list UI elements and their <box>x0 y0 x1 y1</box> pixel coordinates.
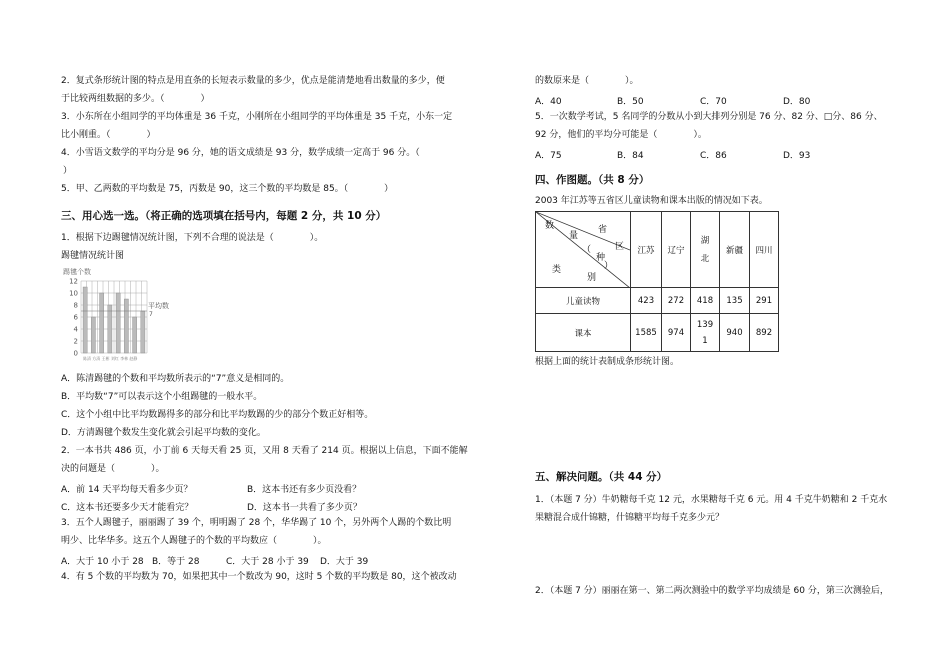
cell-r2-jiangsu: 1585 <box>631 314 662 352</box>
cell-r1-jiangsu: 423 <box>631 288 662 314</box>
table-corner-cell <box>536 212 631 288</box>
y-tick-label: 6 <box>73 313 78 322</box>
header-liaoning: 辽宁 <box>662 212 691 288</box>
choice-2-option-a: A．前 14 天平均每天看多少页？ <box>61 485 193 495</box>
y-tick-label: 8 <box>73 301 78 310</box>
cell-r2-hubei-1: 139 <box>696 319 714 330</box>
cell-r2-xinjiang: 940 <box>720 314 750 352</box>
table-intro: 2003 年江苏等五省区儿童读物和课本出版的情况如下表。 <box>535 196 768 206</box>
judge-4-line1: 4．小雪语文数学的平均分是 96 分，她的语文成绩是 93 分，数学成绩一定高于 96 分。（ <box>61 148 420 158</box>
choice-1-option-a: A．陈清踢毽的个数和平均数所表示的“7”意义是相同的。 <box>61 374 290 384</box>
row-childrens-books-label: 儿童读物 <box>536 288 631 314</box>
problem-1-line2: 果糖混合成什锦糖，什锦糖平均每千克多少元？ <box>535 513 725 523</box>
corner-zhong: 种 <box>596 253 606 263</box>
chart-grid <box>81 281 147 353</box>
choice-1-option-b: B．平均数“7”可以表示这个小组踢毽的一般水平。 <box>61 392 263 402</box>
y-tick-label: 4 <box>73 325 78 334</box>
choice-5-option-c: C．86 <box>700 151 727 161</box>
choice-2-option-c: C．这本书还要多少天才能看完？ <box>61 503 194 513</box>
choice-2-option-d: D．这本书一共看了多少页？ <box>247 503 362 513</box>
kick-shuttlecock-chart <box>63 266 173 362</box>
judge-2-line1: 2．复式条形统计图的特点是用直条的长短表示数量的多少，优点是能清楚地看出数量的多少，便 <box>61 76 445 86</box>
chart-y-ticks <box>69 278 78 358</box>
choice-3-option-d: D．大于 39 <box>320 557 369 567</box>
header-hubei <box>691 212 720 288</box>
chart-caption: 踢毽情况统计图 <box>61 251 125 261</box>
judge-3-line2: 比小刚重。（ ） <box>61 130 156 140</box>
judge-4-line2: ） <box>63 166 73 176</box>
chart-ylabel: 踢毽个数 <box>63 268 91 276</box>
average-value: 7 <box>149 311 153 318</box>
corner-shu: 数 <box>545 221 555 231</box>
header-sichuan: 四川 <box>750 212 779 288</box>
section-4-heading: 四、作图题。（共 8 分） <box>535 174 650 186</box>
judge-3-line1: 3．小东所在小组同学的平均体重是 36 千克，小刚所在小组同学的平均体重是 35 千克，小东一定 <box>61 112 453 122</box>
choice-4-option-b: B．50 <box>617 97 644 107</box>
judge-5: 5．甲、乙两数的平均数是 75，丙数是 90，这三个数的平均数是 85。（ ） <box>61 184 394 194</box>
choice-1-question: 1．根据下边踢毽情况统计图，下列不合理的说法是（ ）。 <box>61 233 324 243</box>
cell-r2-hubei <box>691 314 720 352</box>
choice-5-line2: 92 分，他们的平均分可能是（ ）。 <box>535 130 707 140</box>
choice-5-option-b: B．84 <box>617 151 644 161</box>
choice-5-option-d: D．93 <box>783 151 811 161</box>
cell-r2-sichuan: 892 <box>750 314 779 352</box>
header-jiangsu: 江苏 <box>631 212 662 288</box>
choice-5-option-a: A．75 <box>535 151 562 161</box>
chart-bar <box>133 317 137 353</box>
choice-3-option-a: A．大于 10 小于 28 <box>61 557 144 567</box>
chart-bar <box>124 299 128 353</box>
choice-2-line1: 2．一本书共 486 页，小丁前 6 天每天看 25 页，又用 8 天看了 214 页。根据以上信息，下面不能解 <box>61 446 468 456</box>
corner-liang: 量 <box>569 231 579 241</box>
y-tick-label: 0 <box>73 349 78 358</box>
cell-r2-hubei-2: 1 <box>702 335 708 346</box>
cell-r2-liaoning: 974 <box>662 314 691 352</box>
corner-bie: 别 <box>587 273 597 283</box>
choice-4-option-d: D．80 <box>783 97 811 107</box>
choice-4-option-c: C．70 <box>700 97 727 107</box>
choice-3-line2: 明少、比华华多。这五个人踢毽子的个数的平均数应（ ）。 <box>61 536 327 546</box>
judge-2-line2: 于比较两组数据的多少。（ ） <box>61 94 210 104</box>
section-5-heading: 五、解决问题。（共 44 分） <box>535 471 668 483</box>
header-hubei-1: 湖 <box>700 235 710 246</box>
corner-lei: 类 <box>552 265 562 275</box>
problem-1-line1: 1．（本题 7 分）牛奶糖每千克 12 元，水果糖每千克 6 元。用 4 千克牛奶糖和 2 千克水 <box>535 495 888 505</box>
table-instruction: 根据上面的统计表制成条形统计图。 <box>535 357 680 367</box>
choice-4-line1: 4．有 5 个数的平均数为 70，如果把其中一个数改为 90，这时 5 个数的平均数是 80，这个被改动 <box>61 572 457 582</box>
header-hubei-2: 北 <box>700 253 710 264</box>
average-label: 平均数 <box>148 302 169 310</box>
corner-paren-close: ） <box>604 261 614 271</box>
choice-4-option-a: A．40 <box>535 97 562 107</box>
choice-2-option-b: B．这本书还有多少页没看？ <box>247 485 362 495</box>
y-tick-label: 2 <box>73 337 78 346</box>
corner-paren-open: （ <box>582 245 592 255</box>
section-3-heading: 三、用心选一选。（将正确的选项填在括号内，每题 2 分，共 10 分） <box>61 210 387 222</box>
chart-bar <box>108 305 112 353</box>
choice-4-line2: 的数原来是（ ）。 <box>535 76 639 86</box>
choice-3-option-b: B．等于 28 <box>152 557 200 567</box>
choice-1-option-d: D．方清踢毽个数发生变化就会引起平均数的变化。 <box>61 428 266 438</box>
choice-1-option-c: C．这个小组中比平均数踢得多的部分和比平均数踢的少的部分个数正好相等。 <box>61 410 374 420</box>
cell-r1-liaoning: 272 <box>662 288 691 314</box>
cell-r1-xinjiang: 135 <box>720 288 750 314</box>
chart-bar <box>141 311 145 353</box>
chart-bar <box>91 317 95 353</box>
y-tick-label: 12 <box>69 277 78 286</box>
y-tick-label: 10 <box>69 289 78 298</box>
chart-bar <box>100 293 104 353</box>
corner-qu: 区 <box>615 242 625 252</box>
choice-2-line2: 决的问题是（ ）。 <box>61 464 165 474</box>
row-textbooks-label: 课本 <box>536 314 631 352</box>
cell-r1-sichuan: 291 <box>750 288 779 314</box>
chart-bar <box>83 287 87 353</box>
choice-5-line1: 5．一次数学考试，5 名同学的分数从小到大排列分别是 76 分、82 分、□分、86 分、 <box>535 112 883 122</box>
choice-3-option-c: C．大于 28 小于 39 <box>226 557 309 567</box>
publishing-table <box>535 211 779 352</box>
problem-2-line1: 2．（本题 7 分）丽丽在第一、第二两次测验中的数学平均成绩是 60 分，第三次测验后， <box>535 586 889 596</box>
choice-3-line1: 3．五个人踢毽子，丽丽踢了 39 个，明明踢了 28 个，华华踢了 10 个，另外两个人踢的个数比明 <box>61 518 452 528</box>
chart-bar <box>116 293 120 353</box>
cell-r1-hubei: 418 <box>691 288 720 314</box>
header-xinjiang: 新疆 <box>720 212 750 288</box>
chart-xlabel: 陈清 方清 王彬 刘红 李林 赵静 <box>83 356 138 361</box>
corner-sheng: 省 <box>598 225 608 235</box>
